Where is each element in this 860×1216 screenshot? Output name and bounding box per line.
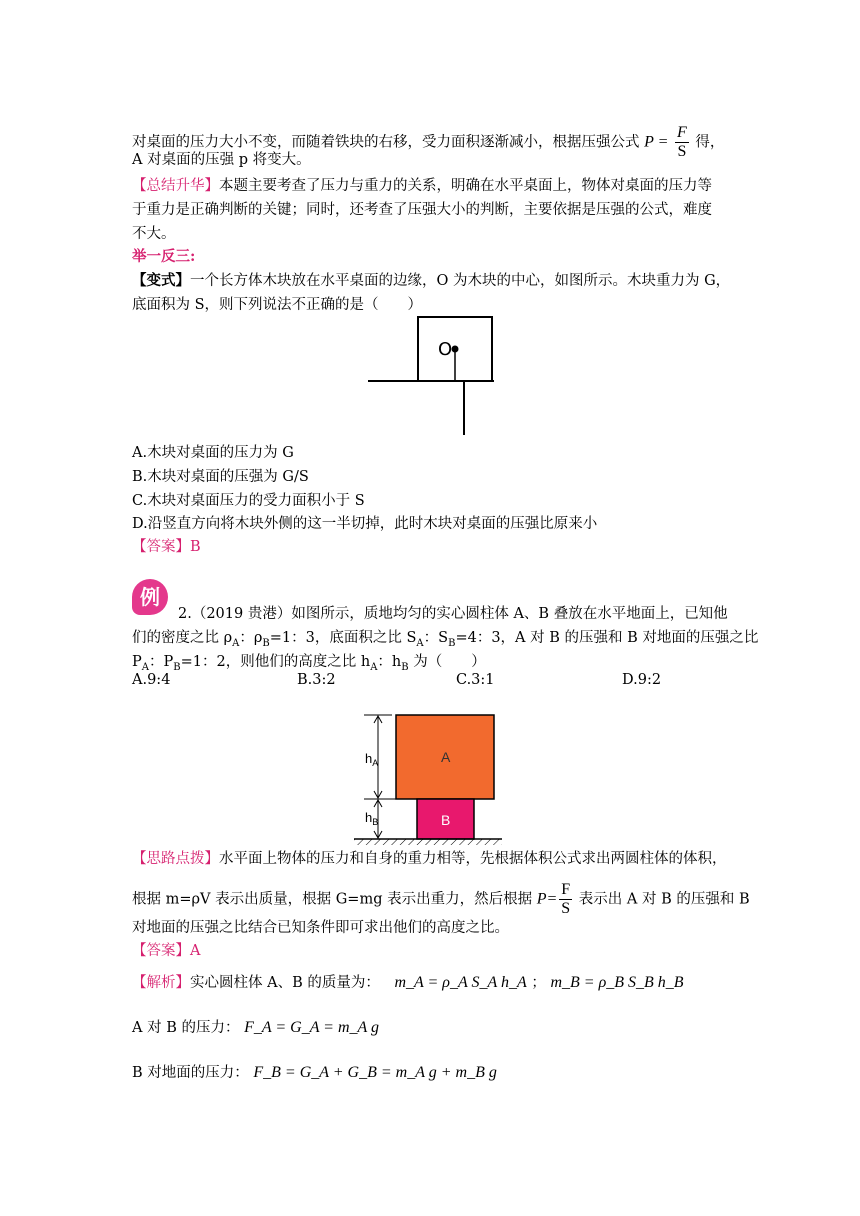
numerator: F [561,881,571,898]
numerator: F [677,124,687,141]
fraction [675,124,689,161]
summary-line: 不大。 [132,226,176,242]
answer-line [132,941,200,961]
variant-line: 底面积为 S，则下列说法不正确的是（ ） [132,297,423,313]
center-point [452,346,459,353]
question-line [132,628,758,654]
text: 根据 m=ρV 表示出质量，根据 G=mg 表示出重力，然后根据 [132,891,533,908]
text: A 对 B 的压力： [132,1020,240,1036]
denominator: S [561,900,571,917]
text: ：S [423,630,449,646]
option-a: A.木块对桌面的压力为 G [132,445,294,461]
variant-line [132,271,730,291]
denominator: S [677,143,687,160]
example-badge: 例 [132,579,168,615]
sub: A [370,661,378,673]
summary-line [132,176,712,196]
formula-lhs: P = [644,133,669,151]
hint-line: 对地面的压强之比结合已知条件即可求出他们的高度之比。 [132,920,509,936]
text: =1：2，则他们的高度之比 h [180,654,371,670]
text: 实心圆柱体 A、B 的质量为： [190,975,380,991]
formula-mass-b: m_B = ρ_B S_B h_B [550,974,684,991]
hint-line [132,849,727,869]
sub: B [448,637,456,649]
variant-tag: 【变式】 [132,272,190,289]
option-a: A.9:4 [132,672,171,688]
sub: B [173,661,181,673]
option-d: D.9:2 [622,672,662,688]
formula-mass-a: m_A = ρ_A S_A h_A [394,974,527,991]
sub: A [416,637,424,649]
label-ha: $h_A$ [365,751,379,768]
sub: A [141,661,149,673]
text: ：h [377,654,402,670]
option-c: C.3:1 [456,672,495,688]
label-hb: $h_B$ [365,810,379,827]
text: 对桌面的压力大小不变，而随着铁块的右移，受力面积逐渐减小，根据压强公式 [132,134,640,151]
text: =1：3，底面积之比 S [269,630,417,646]
analysis-line [132,973,684,993]
center-label: O [438,339,453,360]
ground-hatch [354,839,502,845]
option-b: B.3:2 [297,672,336,688]
section-heading: 举一反三: [132,248,196,265]
answer: 【答案】B [132,539,201,555]
text: ：ρ [239,630,263,646]
text: 本题主要考查了压力与重力的关系，明确在水平桌面上，物体对桌面的压力等 [219,178,712,194]
text: 水平面上物体的压力和自身的重力相等，先根据体积公式求出两圆柱体的体积， [219,851,727,867]
paragraph-line: A 对桌面的压强 p 将变大。 [132,152,311,168]
sub: A [232,637,240,649]
hint-tag: 【思路点拨】 [132,851,219,867]
text: P [132,654,142,670]
text: 们的密度之比 ρ [132,630,233,646]
hint-line [132,881,750,918]
answer: 【答案】A [132,943,201,959]
sub: B [401,661,409,673]
text: 为（ ） [408,654,486,670]
formula-force-b: F_B = G_A + G_B = m_A g + m_B g [253,1064,497,1081]
option-c: C.木块对桌面压力的受力面积小于 S [132,493,365,509]
analysis-line [132,1063,497,1083]
summary-tag: 【总结升华】 [132,178,219,194]
cylinder-a-label: A [441,749,451,765]
answer-line [132,537,201,557]
block-on-table-figure [366,313,496,437]
cylinder-b-label: B [441,812,451,828]
summary-line: 于重力是正确判断的关键；同时，还考查了压强大小的判断，主要依据是压强的公式，难度 [132,202,712,218]
text: 得， [695,134,725,151]
question-line: 2.（2019 贵港）如图所示，质地均匀的实心圆柱体 A、B 叠放在水平地面上，已知他 [178,606,728,622]
text: =4：3，A 对 B 的压强和 B 对地面的压强之比 [455,630,759,646]
text: B 对地面的压力： [132,1065,249,1081]
stacked-cylinders-figure [348,710,508,846]
separator: ； [531,975,546,991]
option-d: D.沿竖直方向将木块外侧的这一半切掉，此时木块对桌面的压强比原来小 [132,516,598,532]
option-b: B.木块对桌面的压强为 G/S [132,469,309,485]
fraction [559,881,572,918]
sub: B [262,637,270,649]
analysis-tag: 【解析】 [132,975,190,991]
analysis-line [132,1018,379,1038]
formula-lhs: P= [536,890,558,908]
text: 表示出 A 对 B 的压强和 B [578,891,750,908]
text: 一个长方体木块放在水平桌面的边缘，O 为木块的中心，如图所示。木块重力为 G， [190,273,731,289]
formula-force-a: F_A = G_A = m_A g [244,1019,380,1036]
text: ：P [149,654,174,670]
